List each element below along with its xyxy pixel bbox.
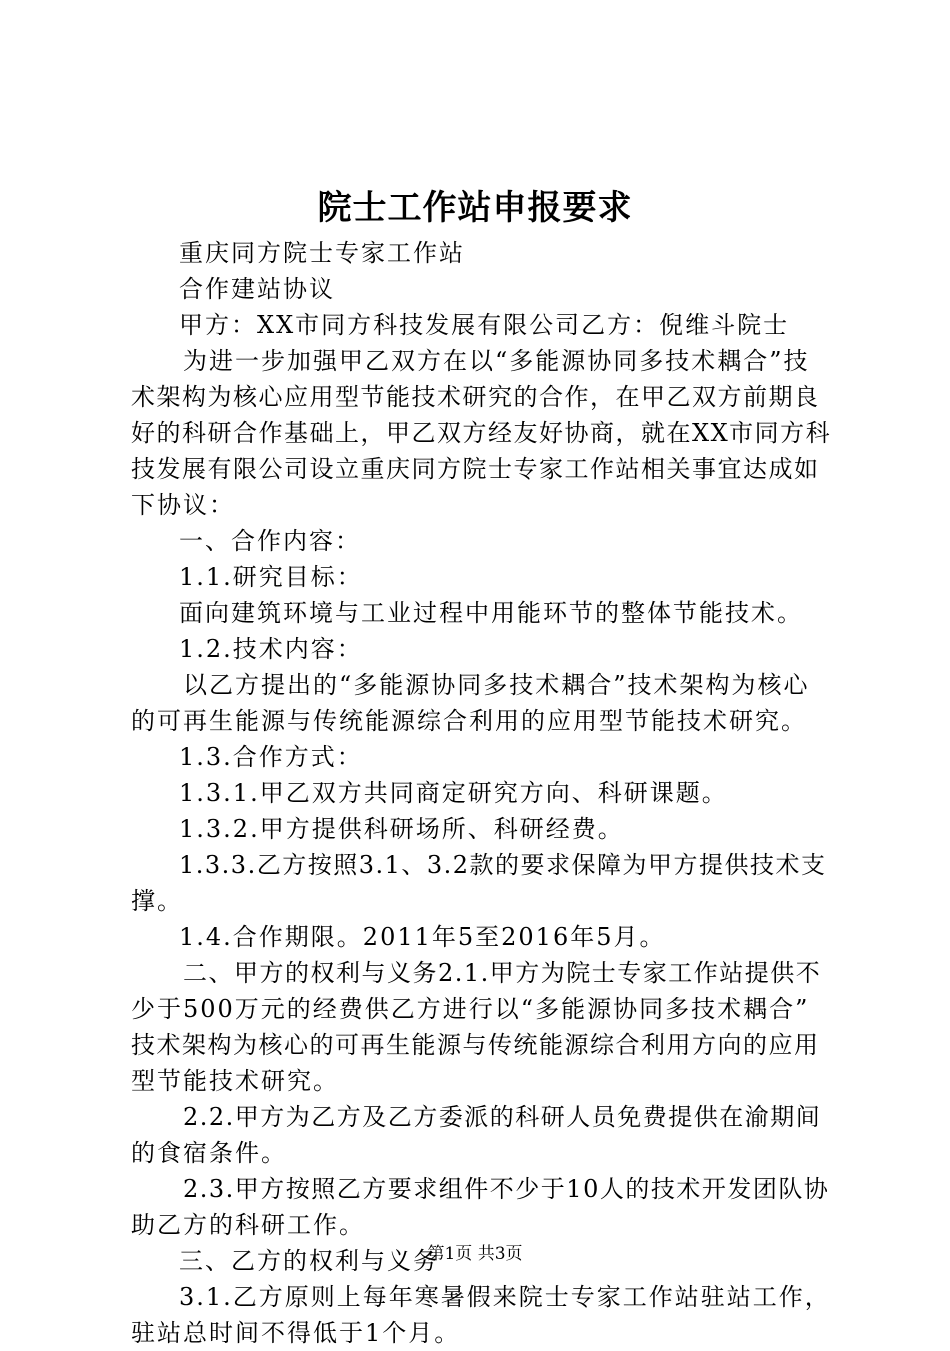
paragraph-line: 下协议：	[131, 491, 235, 519]
section-heading: 二、甲方的权利与义务2.1.甲方为院士专家工作站提供不	[183, 959, 822, 987]
paragraph-line: 技发展有限公司设立重庆同方院士专家工作站相关事宜达成如	[131, 455, 820, 483]
paragraph-line: 助乙方的科研工作。	[131, 1211, 365, 1239]
paragraph-line: 型节能技术研究。	[131, 1067, 339, 1095]
section-heading: 一、合作内容：	[179, 527, 361, 555]
paragraph-line: 驻站总时间不得低于1个月。	[131, 1319, 461, 1347]
paragraph-line: 合作建站协议	[179, 275, 335, 303]
paragraph-line: 好的科研合作基础上，甲乙双方经友好协商，就在XX市同方科	[131, 419, 832, 447]
document-title: 院士工作站申报要求	[317, 188, 633, 228]
paragraph-line: 1.4.合作期限。2011年5至2016年5月。	[179, 923, 666, 951]
page-footer: 第1页 共3页	[427, 1244, 523, 1264]
paragraph-line: 面向建筑环境与工业过程中用能环节的整体节能技术。	[179, 599, 803, 627]
paragraph-line: 1.3.3.乙方按照3.1、3.2款的要求保障为甲方提供技术支	[179, 851, 827, 879]
paragraph-line: 2.3.甲方按照乙方要求组件不少于10人的技术开发团队协	[183, 1175, 830, 1203]
paragraph-line: 的可再生能源与传统能源综合利用的应用型节能技术研究。	[131, 707, 807, 735]
paragraph-line: 术架构为核心应用型节能技术研究的合作，在甲乙双方前期良	[131, 383, 820, 411]
section-heading: 三、乙方的权利与义务	[179, 1247, 439, 1275]
paragraph-line: 技术架构为核心的可再生能源与传统能源综合利用方向的应用	[131, 1031, 820, 1059]
document-body	[131, 235, 831, 1351]
subsection-heading: 1.2.技术内容：	[179, 635, 363, 663]
paragraph-line: 为进一步加强甲乙双方在以“多能源协同多技术耦合”技	[183, 347, 810, 375]
paragraph-line: 的食宿条件。	[131, 1139, 287, 1167]
subsection-heading: 1.3.合作方式：	[179, 743, 363, 771]
paragraph-line: 少于500万元的经费供乙方进行以“多能源协同多技术耦合”	[131, 995, 810, 1023]
paragraph-line: 1.3.1.甲乙双方共同商定研究方向、科研课题。	[179, 779, 728, 807]
subsection-heading: 1.1.研究目标：	[179, 563, 363, 591]
paragraph-line: 重庆同方院士专家工作站	[179, 239, 465, 267]
paragraph-line: 撑。	[131, 887, 183, 915]
paragraph-line: 2.2.甲方为乙方及乙方委派的科研人员免费提供在渝期间	[183, 1103, 822, 1131]
paragraph-line: 以乙方提出的“多能源协同多技术耦合”技术架构为核心	[183, 671, 810, 699]
paragraph-line: 甲方：XX市同方科技发展有限公司乙方：倪维斗院士	[179, 311, 790, 339]
paragraph-line: 3.1.乙方原则上每年寒暑假来院士专家工作站驻站工作，	[179, 1283, 831, 1311]
paragraph-line: 1.3.2.甲方提供科研场所、科研经费。	[179, 815, 624, 843]
